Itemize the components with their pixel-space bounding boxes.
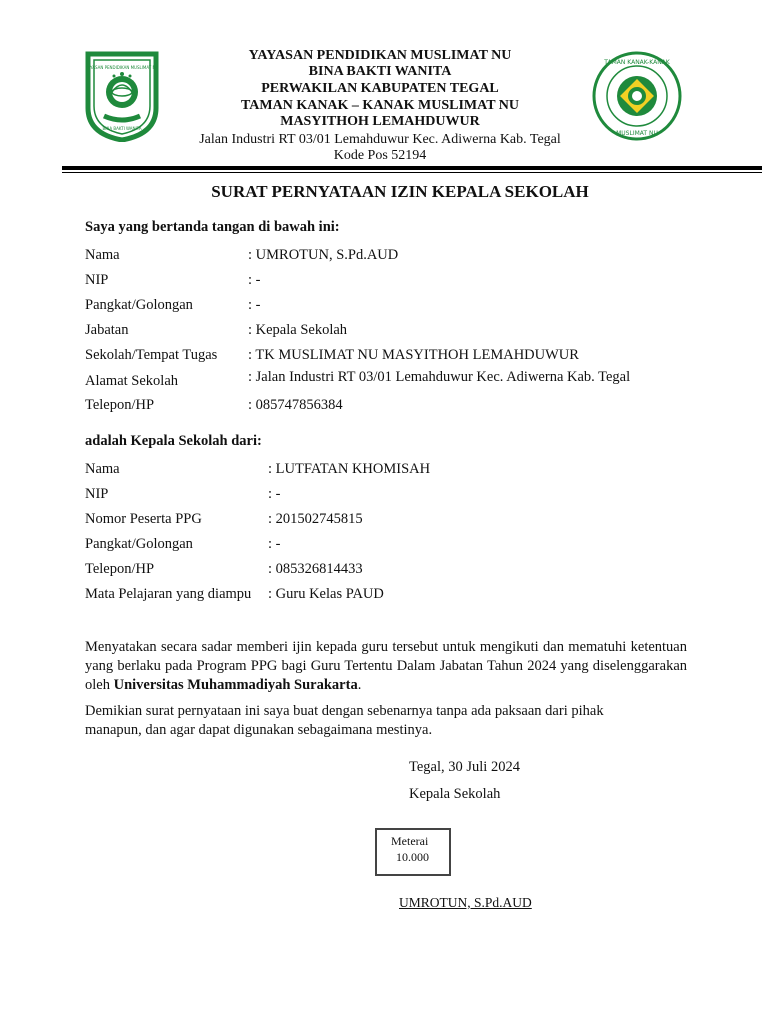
detail-label: Telepon/HP bbox=[85, 561, 155, 577]
detail-label: Pangkat/Golongan bbox=[85, 536, 193, 552]
detail-value: : 085326814433 bbox=[268, 561, 363, 577]
document-title: SURAT PERNYATAAN IZIN KEPALA SEKOLAH bbox=[211, 182, 589, 201]
detail-label: Jabatan bbox=[85, 322, 129, 338]
statement-end: . bbox=[357, 677, 362, 693]
meterai-stamp-box bbox=[375, 828, 451, 876]
detail-value: : UMROTUN, S.Pd.AUD bbox=[248, 247, 399, 263]
detail-label: NIP bbox=[85, 486, 109, 502]
school-type: TAMAN KANAK – KANAK MUSLIMAT NU bbox=[240, 98, 520, 113]
org-branch: PERWAKILAN KABUPATEN TEGAL bbox=[261, 81, 499, 96]
university-name: Universitas Muhammadiyah Surakarta bbox=[113, 677, 358, 693]
letterhead-divider-thin bbox=[62, 172, 762, 173]
detail-label: Nama bbox=[85, 461, 120, 477]
detail-value: : Kepala Sekolah bbox=[248, 322, 348, 338]
detail-label: Sekolah/Tempat Tugas bbox=[85, 347, 218, 363]
detail-value: : Jalan Industri RT 03/01 Lemahduwur Kec. Adiwerna Kab. Tegal bbox=[248, 369, 631, 385]
yayasan-logo bbox=[84, 50, 160, 142]
detail-value: : 201502745815 bbox=[268, 511, 363, 527]
detail-label: Alamat Sekolah bbox=[85, 373, 179, 389]
detail-value: : TK MUSLIMAT NU MASYITHOH LEMAHDUWUR bbox=[248, 347, 579, 363]
detail-value: : Guru Kelas PAUD bbox=[268, 586, 384, 602]
detail-label: Nama bbox=[85, 247, 120, 263]
closing-paragraph: Demikian surat pernyataan ini saya buat dengan sebenarnya tanpa ada paksaan dari pihak manapun, dan agar dapat digunakan sebagaimana mestinya. bbox=[85, 703, 604, 738]
intro-text: Saya yang bertanda tangan di bawah ini: bbox=[85, 219, 340, 235]
detail-label: Telepon/HP bbox=[85, 397, 155, 413]
detail-label: Pangkat/Golongan bbox=[85, 297, 193, 313]
org-name: YAYASAN PENDIDIKAN MUSLIMAT NU bbox=[248, 48, 512, 63]
detail-value: : - bbox=[248, 297, 261, 313]
postal-code: Kode Pos 52194 bbox=[333, 148, 427, 163]
logo-text-top: YAYASAN PENDIDIKAN MUSLIMAT NU bbox=[85, 65, 159, 70]
stamp-value: 10.000 bbox=[396, 850, 429, 864]
logo-text-top: TAMAN KANAK-KANAK bbox=[604, 59, 670, 66]
org-subname: BINA BAKTI WANITA bbox=[308, 64, 452, 79]
signatory-role: Kepala Sekolah bbox=[409, 786, 501, 802]
place-date: Tegal, 30 Juli 2024 bbox=[409, 759, 520, 775]
detail-value: : - bbox=[268, 486, 281, 502]
detail-value: : - bbox=[248, 272, 261, 288]
letterhead-divider bbox=[62, 166, 762, 170]
detail-label: Nomor Peserta PPG bbox=[85, 511, 202, 527]
school-address: Jalan Industri RT 03/01 Lemahduwur Kec. Adiwerna Kab. Tegal bbox=[199, 132, 561, 147]
statement-text: Menyatakan secara sadar memberi ijin kepada guru tersebut untuk mengikuti dan mematuhi ketentuan yang berlaku pada Program PPG bagi Guru Tertentu Dalam Jabatan Tahun 2024 yang diselenggarakan oleh bbox=[85, 639, 687, 693]
detail-value: : 085747856384 bbox=[248, 397, 343, 413]
detail-value: : LUTFATAN KHOMISAH bbox=[268, 461, 431, 477]
tk-muslimat-logo bbox=[591, 51, 683, 141]
signatory-name: UMROTUN, S.Pd.AUD bbox=[399, 895, 532, 910]
logo-text-bottom: MUSLIMAT NU bbox=[616, 130, 658, 137]
statement-paragraph bbox=[85, 638, 687, 695]
stamp-label: Meterai bbox=[391, 834, 429, 848]
section-heading: adalah Kepala Sekolah dari: bbox=[85, 433, 262, 449]
detail-label: NIP bbox=[85, 272, 109, 288]
school-name: MASYITHOH LEMAHDUWUR bbox=[280, 114, 480, 129]
detail-label: Mata Pelajaran yang diampu bbox=[85, 586, 252, 602]
detail-value: : - bbox=[268, 536, 281, 552]
logo-text-bottom: BINA BAKTI WANITA bbox=[102, 126, 142, 131]
